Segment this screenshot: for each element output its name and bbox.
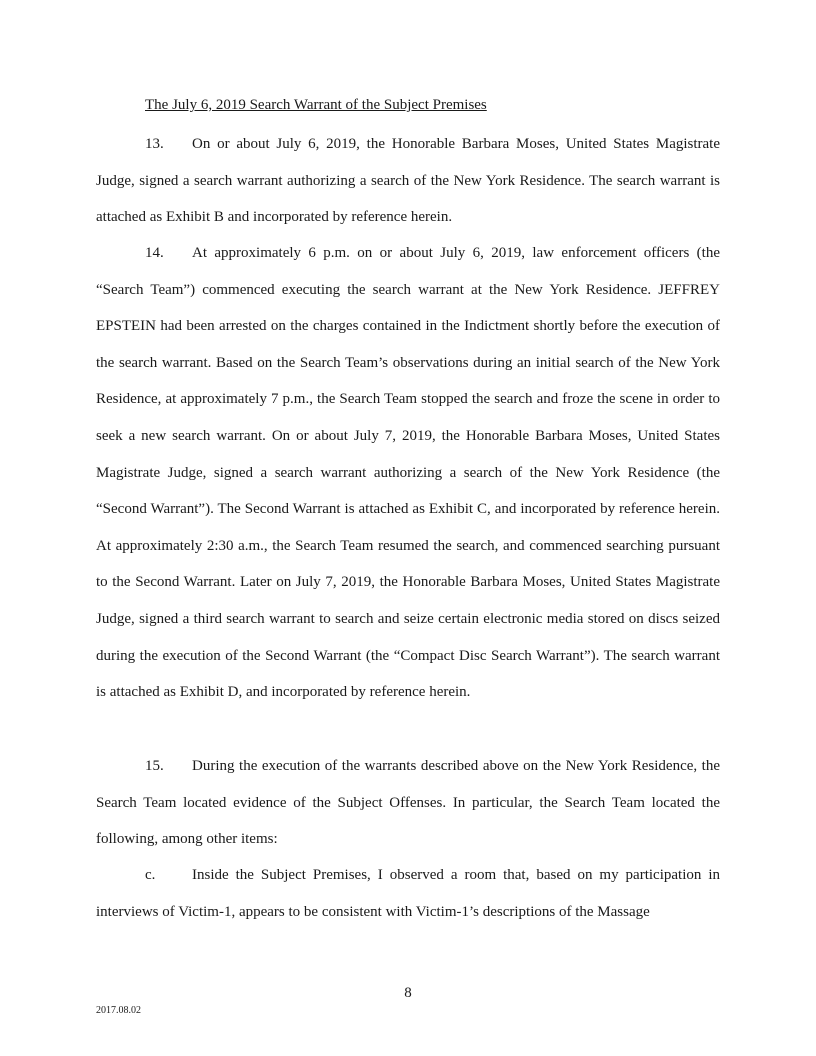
paragraph-number: c. (145, 867, 156, 883)
footer-code: 2017.08.02 (96, 1005, 141, 1016)
paragraph-15 (96, 748, 720, 858)
page-number: 8 (404, 985, 412, 1001)
paragraph-number: 13. (145, 136, 164, 152)
paragraph-14 (96, 235, 720, 711)
paragraph-13 (96, 126, 720, 236)
paragraph-text: During the execution of the warrants described above on the New York Residence, the Search Team located evidence of the Subject Offenses. In particular, the Search Team located the following, among other items: (96, 758, 720, 848)
paragraph-text: On or about July 6, 2019, the Honorable Barbara Moses, United States Magistrate Judge, signed a search warrant authorizing a search of the New York Residence. The search warrant is attached as Exhibit B and incorporated by reference herein. (96, 136, 720, 226)
paragraph-text: At approximately 6 p.m. on or about July 6, 2019, law enforcement officers (the “Search Team”) commenced executing the search warrant at the New York Residence. JEFFREY EPSTEIN had been arrested on the charges contained in the Indictment shortly before the execution of the search warrant. Based on the Search Team’s observations during an initial search of the New York Residence, at approximately 7 p.m., the Search Team stopped the search and froze the scene in order to seek a new search warrant. On or about July 7, 2019, the Honorable Barbara Moses, United States Magistrate Judge, signed a search warrant authorizing a search of the New York Residence (the “Second Warrant”). The Second Warrant is attached as Exhibit C, and incorporated by reference herein. At approximately 2:30 a.m., the Search Team resumed the search, and commenced searching pursuant to the Second Warrant. Later on July 7, 2019, the Honorable Barbara Moses, United States Magistrate Judge, signed a third search warrant to search and seize certain electronic media stored on discs seized during the execution of the Second Warrant (the “Compact Disc Search Warrant”). The search warrant is attached as Exhibit D, and incorporated by reference herein. (96, 245, 720, 701)
paragraph-number: 15. (145, 758, 164, 774)
paragraph-text: Inside the Subject Premises, I observed a room that, based on my participation in interviews of Victim-1, appears to be consistent with Victim-1’s descriptions of the Massage (96, 867, 720, 920)
paragraph-c (96, 857, 720, 930)
section-heading: The July 6, 2019 Search Warrant of the Subject Premises (145, 97, 487, 113)
paragraph-number: 14. (145, 245, 164, 261)
